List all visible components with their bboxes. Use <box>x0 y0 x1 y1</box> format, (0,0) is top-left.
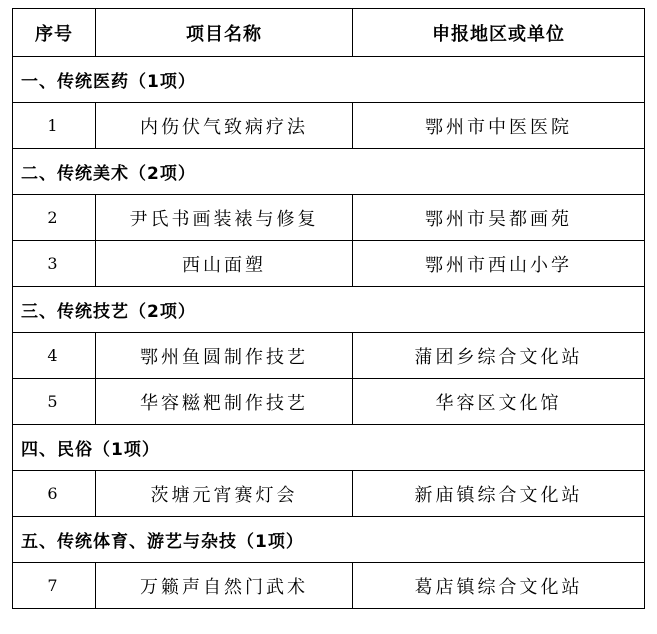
row-project-name: 华容糍粑制作技艺 <box>96 379 353 425</box>
row-unit: 蒲团乡综合文化站 <box>353 333 645 379</box>
category-label: 五、传统体育、游艺与杂技（1项） <box>13 517 645 563</box>
category-row <box>13 287 645 333</box>
category-label: 二、传统美术（2项） <box>13 149 645 195</box>
row-index: 7 <box>13 563 96 609</box>
table-row <box>13 195 645 241</box>
category-row <box>13 149 645 195</box>
row-unit: 鄂州市吴都画苑 <box>353 195 645 241</box>
row-unit: 鄂州市中医医院 <box>353 103 645 149</box>
table-row <box>13 379 645 425</box>
row-index: 4 <box>13 333 96 379</box>
category-row <box>13 57 645 103</box>
row-index: 2 <box>13 195 96 241</box>
row-project-name: 尹氏书画装裱与修复 <box>96 195 353 241</box>
row-index: 5 <box>13 379 96 425</box>
row-project-name: 内伤伏气致病疗法 <box>96 103 353 149</box>
table-row <box>13 103 645 149</box>
row-index: 6 <box>13 471 96 517</box>
row-unit: 新庙镇综合文化站 <box>353 471 645 517</box>
category-row <box>13 517 645 563</box>
table-row <box>13 471 645 517</box>
row-project-name: 鄂州鱼圆制作技艺 <box>96 333 353 379</box>
category-label: 三、传统技艺（2项） <box>13 287 645 333</box>
table-header-row <box>13 9 645 57</box>
row-project-name: 万籁声自然门武术 <box>96 563 353 609</box>
table-row <box>13 563 645 609</box>
category-label: 一、传统医药（1项） <box>13 57 645 103</box>
header-index: 序号 <box>13 9 96 57</box>
row-unit: 华容区文化馆 <box>353 379 645 425</box>
header-unit: 申报地区或单位 <box>353 9 645 57</box>
header-project-name: 项目名称 <box>96 9 353 57</box>
row-index: 1 <box>13 103 96 149</box>
table-row <box>13 241 645 287</box>
row-project-name: 西山面塑 <box>96 241 353 287</box>
table-row <box>13 333 645 379</box>
row-project-name: 茨塘元宵赛灯会 <box>96 471 353 517</box>
project-table <box>12 8 645 609</box>
row-unit: 鄂州市西山小学 <box>353 241 645 287</box>
row-unit: 葛店镇综合文化站 <box>353 563 645 609</box>
row-index: 3 <box>13 241 96 287</box>
category-row <box>13 425 645 471</box>
category-label: 四、民俗（1项） <box>13 425 645 471</box>
